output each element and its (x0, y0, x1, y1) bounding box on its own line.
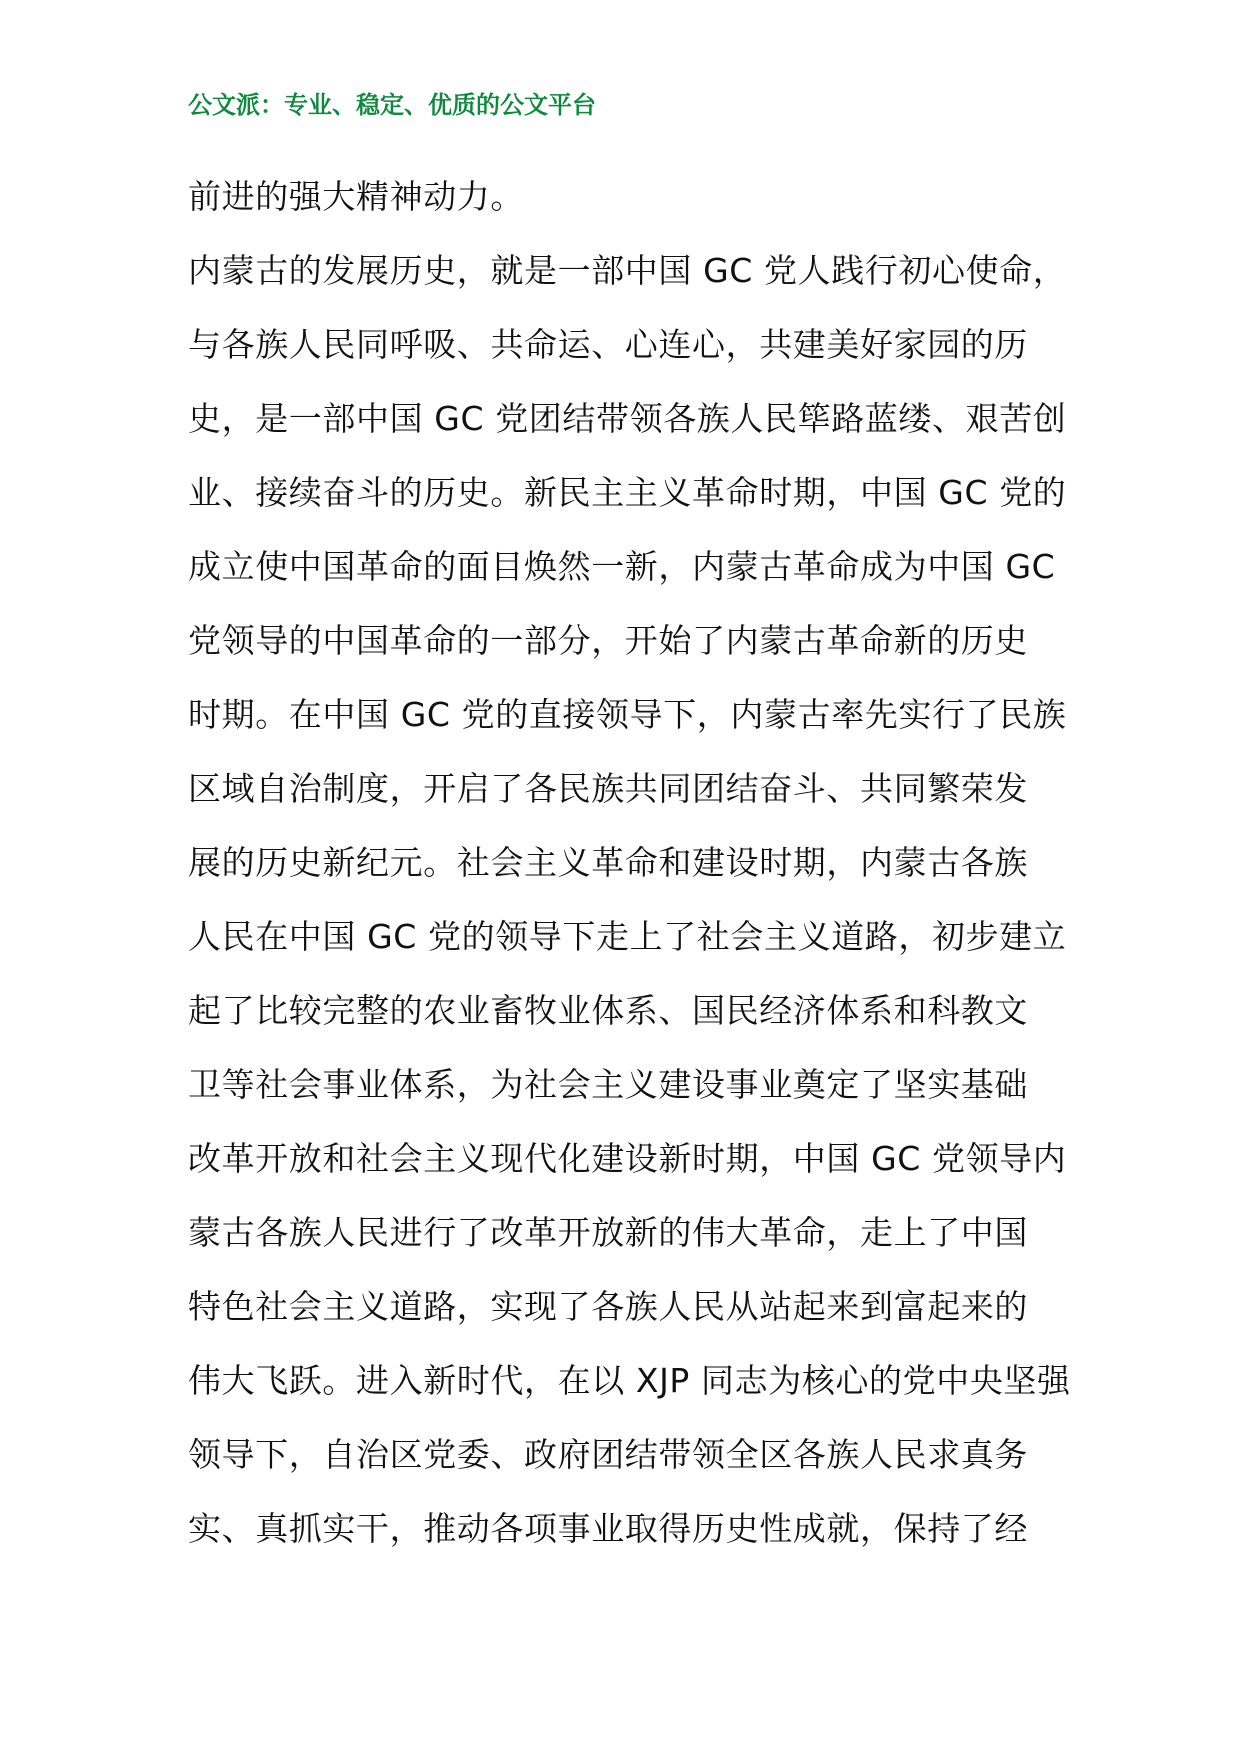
text-line: 区域自治制度，开启了各民族共同团结奋斗、共同繁荣发 (188, 769, 1028, 808)
text-line: 史，是一部中国 GC 党团结带领各族人民筚路蓝缕、艰苦创 (188, 399, 1067, 438)
text-line: 业、接续奋斗的历史。新民主主义革命时期，中国 GC 党的 (188, 473, 1067, 512)
site-header: 公文派：专业、稳定、优质的公文平台 (188, 91, 596, 119)
body-text (188, 160, 1071, 1566)
text-line: 实、真抓实干，推动各项事业取得历史性成就，保持了经 (188, 1509, 1028, 1548)
text-line: 领导下，自治区党委、政府团结带领全区各族人民求真务 (188, 1435, 1028, 1474)
text-line: 展的历史新纪元。社会主义革命和建设时期，内蒙古各族 (188, 843, 1028, 882)
text-line: 内蒙古的发展历史，就是一部中国 GC 党人践行初心使命， (188, 251, 1067, 290)
text-line: 人民在中国 GC 党的领导下走上了社会主义道路，初步建立 (188, 917, 1067, 956)
text-line: 卫等社会事业体系，为社会主义建设事业奠定了坚实基础 (188, 1065, 1028, 1104)
text-line: 成立使中国革命的面目焕然一新，内蒙古革命成为中国 GC (188, 547, 1056, 586)
text-line: 伟大飞跃。进入新时代，在以 XJP 同志为核心的党中央坚强 (188, 1361, 1071, 1400)
text-line: 起了比较完整的农业畜牧业体系、国民经济体系和科教文 (188, 991, 1028, 1030)
text-line: 与各族人民同呼吸、共命运、心连心，共建美好家园的历 (188, 325, 1028, 364)
text-line: 党领导的中国革命的一部分，开始了内蒙古革命新的历史 (188, 621, 1028, 660)
text-line: 蒙古各族人民进行了改革开放新的伟大革命，走上了中国 (188, 1213, 1028, 1252)
text-line: 特色社会主义道路，实现了各族人民从站起来到富起来的 (188, 1287, 1028, 1326)
text-line: 前进的强大精神动力。 (188, 177, 524, 216)
text-line: 改革开放和社会主义现代化建设新时期，中国 GC 党领导内 (188, 1139, 1067, 1178)
text-line: 时期。在中国 GC 党的直接领导下，内蒙古率先实行了民族 (188, 695, 1067, 734)
